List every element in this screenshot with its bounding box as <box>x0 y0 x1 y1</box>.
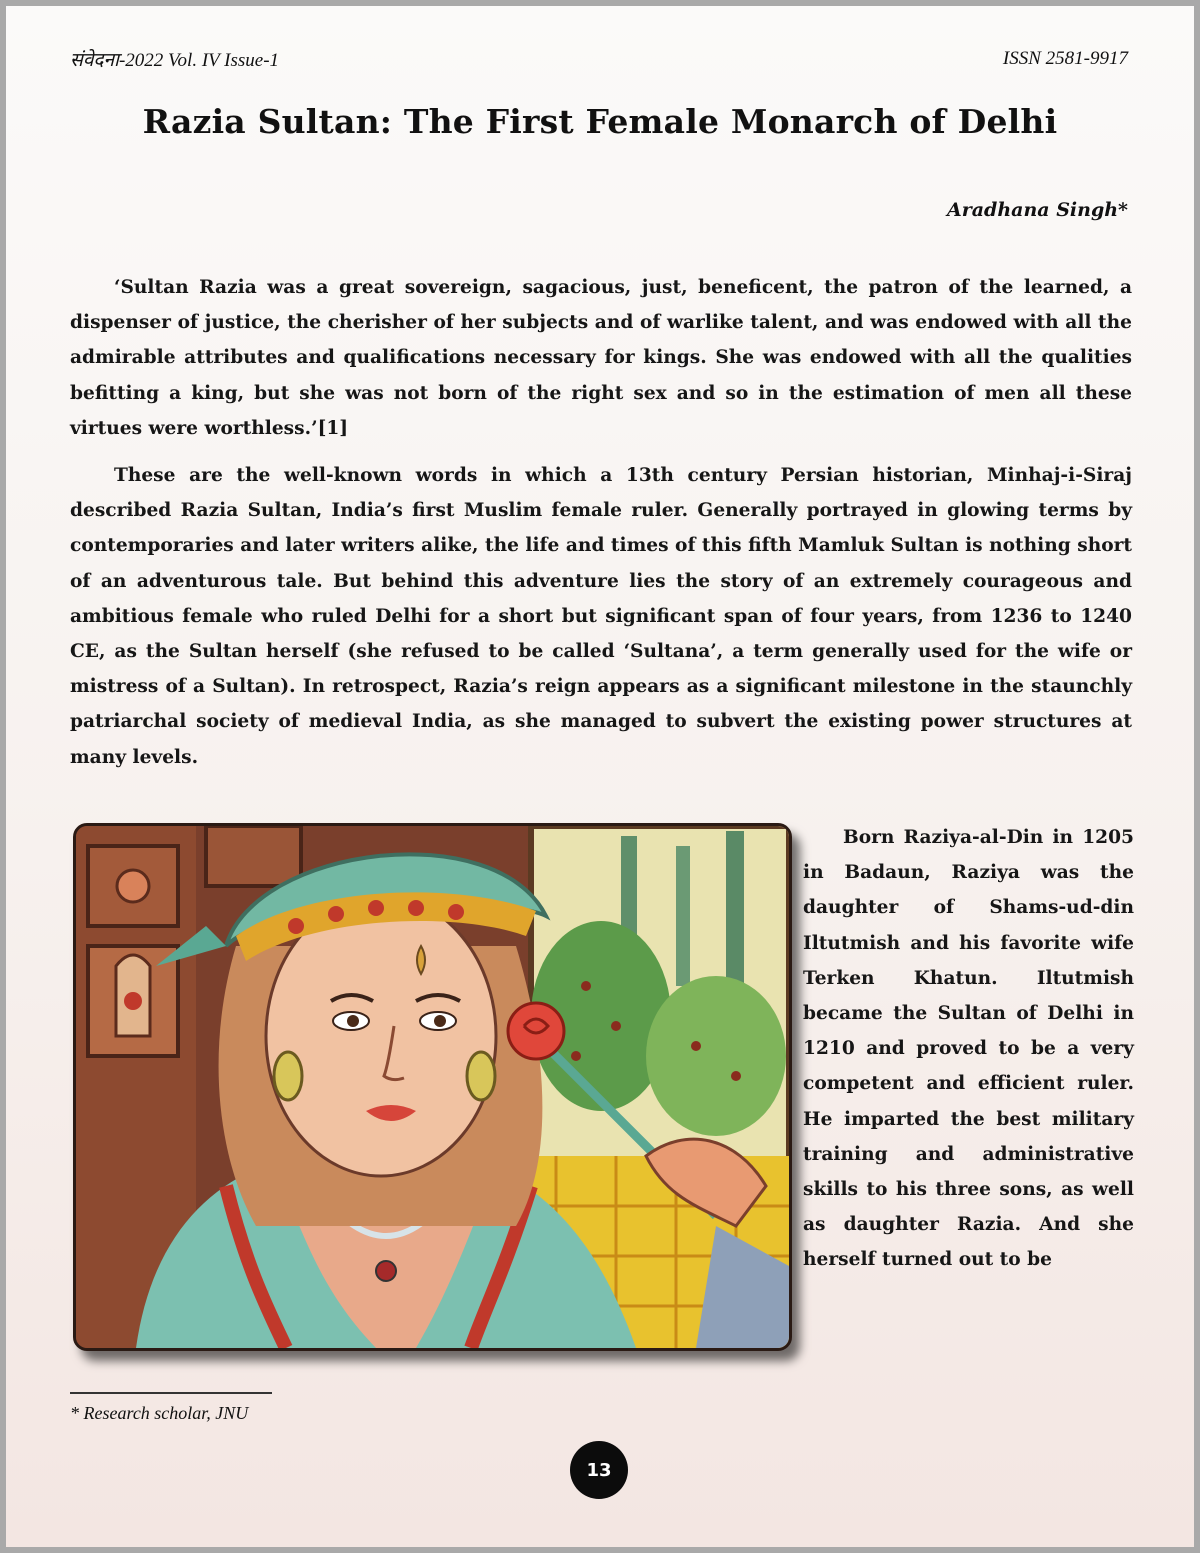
page <box>6 6 1194 1547</box>
article-author: Aradhana Singh* <box>946 199 1128 221</box>
issn-header: ISSN 2581-9917 <box>1002 48 1128 69</box>
paragraph-early-life: Born Raziya-al-Din in 1205 in Badaun, Raziya was the daughter of Shams-ud-din Iltutmish and his favorite wife Terken Khatun. Iltutmish became the Sultan of Delhi in 1210 and proved to be a very competent and efficient ruler. He imparted the best military training and administrative skills to his three sons, as well as daughter Razia. And she herself turned out to be <box>803 827 1134 1271</box>
razia-sultan-painting <box>73 823 792 1351</box>
footnote-divider <box>70 1392 272 1394</box>
journal-header: संवेदना-2022 Vol. IV Issue-1 <box>70 50 280 71</box>
author-footnote: * Research scholar, JNU <box>70 1403 249 1423</box>
paragraph-intro: These are the well-known words in which a 13th century Persian historian, Minhaj-i-Siraj described Razia Sultan, India’s first Muslim female ruler. Generally portrayed in glowing terms by contemporaries and later writers alike, the life and times of this fifth Mamluk Sultan is nothing short of an adventurous tale. But behind this adventure lies the story of an extremely courageous and ambitious female who ruled Delhi for a short but significant span of four years, from 1236 to 1240 CE, as the Sultan herself (she refused to be called ‘Sultana’, a term generally used for the wife or mistress of a Sultan). In retrospect, Razia’s reign appears as a significant milestone in the staunchly patriarchal society of medieval India, as she managed to subvert the existing power structures at many levels. <box>70 465 1132 768</box>
article-title: Razia Sultan: The First Female Monarch of Delhi <box>142 102 1058 141</box>
paragraph-quote: ‘Sultan Razia was a great sovereign, sagacious, just, beneficent, the patron of the learned, a dispenser of justice, the cherisher of her subjects and of warlike talent, and was endowed with all the admirable attributes and qualifications necessary for kings. She was endowed with all the qualities befitting a king, but she was not born of the right sex and so in the estimation of men all these virtues were worthless.’[1] <box>70 277 1132 439</box>
page-number: 13 <box>570 1441 628 1499</box>
